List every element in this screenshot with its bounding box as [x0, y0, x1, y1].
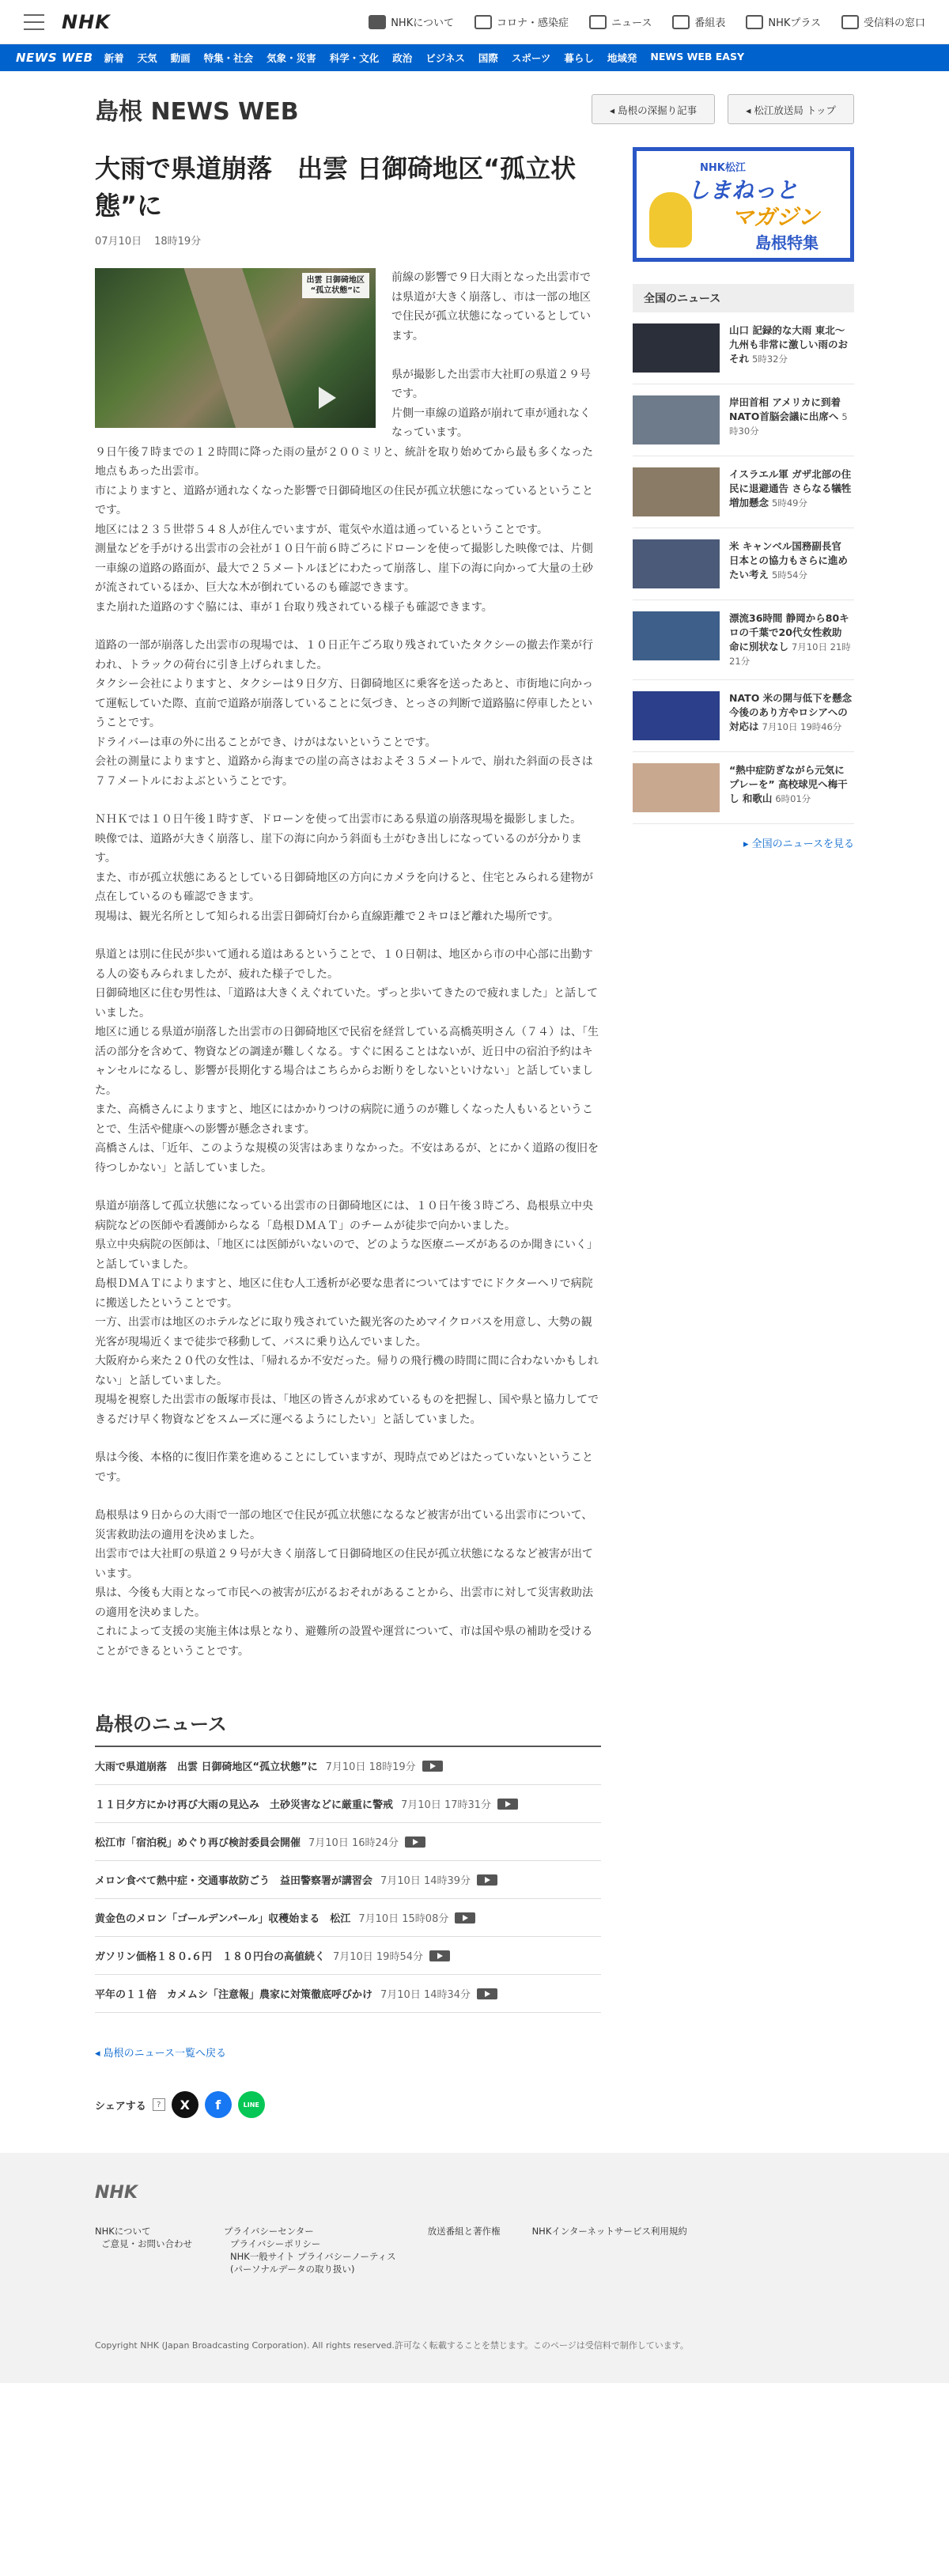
- top-links: [369, 14, 925, 29]
- nav-item[interactable]: 科学・文化: [329, 52, 380, 64]
- news-thumbnail: [633, 467, 720, 516]
- shimanet-magazine-banner[interactable]: [633, 147, 854, 262]
- body-paragraph: 県は今後、本格的に復旧作業を進めることにしていますが、現時点でめどはたっていないということです。: [95, 1451, 593, 1484]
- top-link-label: NHKプラス: [768, 17, 821, 29]
- deep-dive-button[interactable]: ◂ 島根の深掘り記事: [592, 94, 715, 124]
- side-news-title: “熱中症防ぎながら元気にプレーを” 高校球児へ梅干し 和歌山: [729, 764, 848, 804]
- footer-link[interactable]: 放送番組と著作権: [427, 2226, 501, 2237]
- nav-item[interactable]: NEWS WEB EASY: [650, 51, 745, 62]
- news-nav-bar: [0, 44, 949, 71]
- top-link-plus[interactable]: [746, 14, 821, 29]
- top-link-label: ニュース: [611, 17, 652, 29]
- nhk-plus-icon: [746, 15, 763, 29]
- video-badge-icon: [429, 1950, 450, 1961]
- video-player[interactable]: [95, 268, 376, 428]
- top-link-program[interactable]: [672, 14, 725, 29]
- article-body: [95, 443, 601, 1662]
- footer-logo[interactable]: NHK: [95, 2183, 138, 2203]
- footer-link[interactable]: プライバシーポリシー: [230, 2238, 321, 2249]
- article-title: 大雨で県道崩落 出雲 日御碕地区“孤立状態”に: [95, 153, 577, 221]
- body-paragraph: 県道が崩落して孤立状態になっている出雲市の日御碕地区には、１０日午後３時ごろ、島根県立中央病院などの医師や看護師からなる「島根ＤＭＡＴ」のチームが徒歩で向かいました。 県立中央病院の医師は、「地区には医師がいないので、どのような医療ニーズがあるのか聞きにいく」と話していました。 島根ＤＭＡＴによりますと、地区に住む人工透析が必要な患者についてはすでにドクターヘリで病院に搬送したということです。 一方、出雲市は地区のホテルなどに取り残されていた観光客のためマイクロバスを用意し、大勢の観光客が現場近くまで徒歩で移動して、バスに乗り込んでいました。 大阪府から来た２０代の女性は、「帰れるか不安だった。帰りの飛行機の時間に間に合わないかもしれない」と話していました。 現場を視察した出雲市の飯塚市長は、「地区の皆さんが求めているものを把握し、国や県と協力してできるだけ早く物資などをスムーズに運べるようにしたい」と話していました。: [95, 1200, 599, 1426]
- news-item-title: ガソリン価格１８０.６円 １８０円台の高値続く: [95, 1951, 325, 1963]
- side-news-date: 7月10日 19時46分: [762, 721, 842, 732]
- lead-text: 前線の影響で９日大雨となった出雲市では県道が大きく崩落し、市は一部の地区で住民が孤立状態になっているとしています。 県が撮影した出雲市大社町の県道２９号です。 片側一車線の道路が崩れて車が通れなくなっています。: [391, 271, 591, 439]
- article-lead: [95, 268, 601, 443]
- nav-item[interactable]: 政治: [392, 52, 413, 64]
- program-guide-icon: [672, 15, 690, 29]
- more-national-news-link[interactable]: ▸ 全国のニュースを見る: [743, 838, 854, 850]
- nav-items: [104, 51, 744, 65]
- video-badge-icon: [497, 1799, 518, 1810]
- news-item-title: 黄金色のメロン「ゴールデンパール」収穫始まる 松江: [95, 1913, 351, 1925]
- news-thumbnail: [633, 323, 720, 373]
- top-link-covid[interactable]: [475, 14, 569, 29]
- nav-item[interactable]: 新着: [104, 52, 124, 64]
- nav-item[interactable]: スポーツ: [511, 52, 551, 64]
- share-label: シェアする: [95, 2100, 146, 2113]
- banner-text: しまねっと: [687, 177, 799, 203]
- footer-link[interactable]: ご意見・お問い合わせ: [101, 2238, 192, 2249]
- news-list-item[interactable]: [95, 1747, 601, 1785]
- x-share-icon[interactable]: X: [172, 2091, 198, 2118]
- news-list-item[interactable]: [95, 1899, 601, 1937]
- nav-item[interactable]: 特集・社会: [203, 52, 254, 64]
- side-news-item[interactable]: [633, 752, 854, 824]
- nav-item[interactable]: 暮らし: [564, 52, 594, 64]
- banner-text: マガジン: [732, 204, 820, 230]
- body-paragraph: 道路の一部が崩落した出雲市の現場では、１０日正午ごろ取り残されていたタクシーの撤去作業が行われ、トラックの荷台に引き上げられました。 タクシー会社によりますと、タクシーは９日夕方、日御碕地区に乗客を送ったあと、市街地に向かって運転していた際、直前で道路が崩落していることに気づき、とっさの判断で道路脇に停車したということです。 ドライバーは車の外に出ることができ、けがはないということです。 会社の測量によりますと、道路から海までの崖の高さはおよそ３５メートルで、崩れた斜面の長さは７７メートルにおよぶということです。: [95, 639, 593, 788]
- top-link-label: 番組表: [694, 17, 726, 29]
- help-icon[interactable]: ?: [153, 2098, 165, 2111]
- top-link-news[interactable]: [589, 14, 652, 29]
- header-buttons: [592, 94, 854, 124]
- nav-item[interactable]: 地域発: [607, 52, 637, 64]
- top-header: [0, 0, 949, 44]
- news-item-title: 平年の１１倍 カメムシ「注意報」農家に対策徹底呼びかけ: [95, 1989, 373, 2001]
- news-thumbnail: [633, 611, 720, 660]
- mascot-image: [649, 192, 692, 248]
- site-title[interactable]: 島根 NEWS WEB: [95, 98, 299, 126]
- body-paragraph: ＮＨＫでは１０日午後１時すぎ、ドローンを使って出雲市にある県道の崩落現場を撮影しました。 映像では、道路が大きく崩落し、崖下の海に向かう斜面も土がむき出しになっているのが分かります。 また、市が孤立状態にあるとしている日御碕地区の方向にカメラを向けると、住宅とみられる建物が点在しているのも確認できます。 現場は、観光名所として知られる出雲日御碕灯台から直線距離で２キロほど離れた場所です。: [95, 813, 593, 923]
- nav-item[interactable]: ビジネス: [425, 52, 465, 64]
- article-column: [95, 147, 601, 2118]
- news-item-date: 7月10日 14時39分: [380, 1875, 471, 1887]
- banner-text: NHK松江: [700, 162, 746, 174]
- news-list-item[interactable]: [95, 1861, 601, 1899]
- play-icon[interactable]: [319, 387, 336, 409]
- news-list-item[interactable]: [95, 1785, 601, 1823]
- news-icon: [589, 15, 607, 29]
- nhk-logo-icon: [369, 15, 386, 29]
- time-text: 18時19分: [154, 236, 202, 248]
- share-bar: [95, 2091, 601, 2118]
- side-news-item[interactable]: [633, 600, 854, 680]
- side-news-title: NATO 米の開与低下を懸念 今後のあり方やロシアへの対応は: [729, 692, 853, 732]
- news-item-date: 7月10日 16時24分: [308, 1837, 399, 1849]
- news-item-date: 7月10日 14時34分: [380, 1989, 471, 2001]
- nhk-logo[interactable]: NHK: [62, 10, 111, 33]
- nav-item[interactable]: 動画: [170, 52, 191, 64]
- copyright: Copyright NHK (Japan Broadcasting Corporation). All rights reserved.許可なく転載することを禁じます。このページは受信料で制作しています。: [95, 2340, 689, 2351]
- side-news-title: 岸田首相 アメリカに到着 NATO首脳会議に出席へ: [729, 396, 841, 422]
- side-news-date: 5時54分: [772, 569, 807, 581]
- footer-link[interactable]: NHK一般サイト プライバシーノーティス: [230, 2251, 396, 2262]
- shimane-news-section: [95, 1708, 601, 2013]
- news-web-logo[interactable]: NEWS WEB: [16, 51, 93, 65]
- menu-icon[interactable]: [24, 14, 44, 30]
- top-link-label: 受信料の窓口: [863, 17, 925, 29]
- side-news-title: 米 キャンベル国務副長官 日本との協力もさらに進めたい考え: [729, 540, 849, 581]
- station-top-button[interactable]: ◂ 松江放送局 トップ: [728, 94, 854, 124]
- video-badge-icon: [422, 1761, 443, 1772]
- news-thumbnail: [633, 691, 720, 740]
- line-share-icon[interactable]: LINE: [238, 2091, 265, 2118]
- side-news-date: 5時32分: [752, 354, 788, 365]
- side-news-date: 5時30分: [729, 411, 848, 437]
- news-item-title: 大雨で県道崩落 出雲 日御碕地区“孤立状態”に: [95, 1761, 318, 1773]
- top-link-label: コロナ・感染症: [496, 17, 569, 29]
- video-badge-icon: [477, 1874, 497, 1886]
- footer-links: [95, 2225, 854, 2275]
- side-news-title: 漂流36時間 静岡から80キロの千葉で20代女性救助 命に別状なし: [729, 612, 849, 653]
- footer-link[interactable]: NHKについて: [95, 2226, 151, 2237]
- date-text: 07月10日: [95, 236, 142, 248]
- news-item-title: 松江市「宿泊税」めぐり再び検討委員会開催: [95, 1837, 301, 1849]
- side-news-item[interactable]: [633, 384, 854, 456]
- news-item-date: 7月10日 18時19分: [325, 1761, 416, 1773]
- page-footer: [0, 2153, 949, 2383]
- side-news-item[interactable]: [633, 680, 854, 752]
- sidebar: [633, 147, 854, 2118]
- covid-icon: [475, 15, 492, 29]
- section-heading: 島根のニュース: [95, 1708, 601, 1747]
- page-header: [95, 71, 854, 147]
- news-thumbnail: [633, 395, 720, 444]
- back-to-list-link[interactable]: ◂ 島根のニュース一覧へ戻る: [95, 2048, 227, 2060]
- news-item-date: 7月10日 17時31分: [401, 1799, 492, 1811]
- footer-link[interactable]: プライバシーセンター: [224, 2226, 314, 2237]
- footer-link[interactable]: NHKインターネットサービス利用規約: [531, 2226, 687, 2237]
- news-item-date: 7月10日 19時54分: [332, 1951, 423, 1963]
- sidebar-heading: 全国のニュース: [633, 284, 854, 312]
- banner-text: 島根特集: [755, 233, 819, 252]
- side-news-item[interactable]: [633, 456, 854, 528]
- video-badge-icon: [455, 1912, 475, 1923]
- top-link-about[interactable]: [369, 14, 454, 29]
- news-item-title: メロン食べて熱中症・交通事故防ごう 益田警察署が講習会: [95, 1875, 373, 1887]
- nav-item[interactable]: 天気: [137, 52, 157, 64]
- news-list-item[interactable]: [95, 1975, 601, 2013]
- national-news: [633, 284, 854, 850]
- receipt-fee-icon: [841, 15, 859, 29]
- video-badge-icon: [405, 1836, 425, 1848]
- side-news-item[interactable]: [633, 312, 854, 384]
- news-thumbnail: [633, 763, 720, 812]
- side-news-title: イスラエル軍 ガザ北部の住民に退避通告 さらなる犠牲増加懸念: [729, 468, 852, 509]
- side-news-date: 6時01分: [775, 793, 811, 804]
- news-list-item[interactable]: [95, 1937, 601, 1975]
- news-item-date: 7月10日 15時08分: [358, 1913, 449, 1925]
- body-paragraph: 県道とは別に住民が歩いて通れる道はあるということで、１０日朝は、地区から市の中心部に出勤する人の姿もみられましたが、疲れた様子でした。 日御碕地区に住む男性は、「道路は大きくえぐれていた。ずっと歩いてきたので疲れました」と話していました。 地区に通じる県道が崩落した出雲市の日御碕地区で民宿を経営している高橋英明さん（７４）は、「生活の部分を含めて、物資などの調達が難しくなる。すぐに困ることはないが、近日中の宿泊予約はキャンセルになるし、影響が長期化する場合はこちらからお断りをしないといけない」と話していました。 また、高橋さんによりますと、地区にはかかりつけの病院に通うのが難しくなった人もいるということで、生活や健康への影響が懸念されます。 高橋さんは、「近年、このような規模の災害はあまりなかった。不安はあるが、とにかく道路の復旧を待つしかない」と話していました。: [95, 948, 599, 1175]
- side-news-title: 山口 記録的な大雨 東北〜九州も非常に激しい雨のおそれ: [729, 324, 849, 365]
- news-item-title: １１日夕方にかけ再び大雨の見込み 土砂災害などに厳重に警戒: [95, 1799, 394, 1811]
- facebook-share-icon[interactable]: f: [205, 2091, 232, 2118]
- video-badge-icon: [477, 1988, 497, 1999]
- article-date: [95, 233, 601, 248]
- body-paragraph: 島根県は９日からの大雨で一部の地区で住民が孤立状態になるなど被害が出ている出雲市について、災害救助法の適用を決めました。 出雲市では大社町の県道２９号が大きく崩落して日御碕地区の住民が孤立状態になるなど被害が出ています。 県は、今後も大雨となって市民への被害が広がるおそれがあることから、出雲市に対して災害救助法の適用を決めました。 これによって支援の実施主体は県となり、避難所の設置や運営について、市は国や県の補助を受けることができるということです。: [95, 1509, 593, 1658]
- news-thumbnail: [633, 539, 720, 588]
- side-news-date: 7月10日 21時21分: [729, 641, 851, 667]
- news-list-item[interactable]: [95, 1823, 601, 1861]
- side-news-date: 5時49分: [772, 497, 807, 509]
- side-news-item[interactable]: [633, 528, 854, 600]
- footer-link[interactable]: (パーソナルデータの取り扱い): [230, 2264, 355, 2275]
- body-paragraph: ９日午後７時までの１２時間に降った雨の量が２００ミリと、統計を取り始めてから最も多くなった地点もあった出雲市。 市によりますと、道路が通れなくなった影響で日御碕地区の住民が孤立状態になっているということです。 地区には２３５世帯５４８人が住んでいますが、電気や水道は通っているということです。 測量などを手がける出雲市の会社が１０日午前６時ごろにドローンを使って撮影した映像では、片側一車線の道路の路面が、最大で２５メートルほどにわたって崩落し、崖下の海に向かって大量の土砂が流されているほか、巨大な木が倒れているのも確認できます。 また崩れた道路のすぐ脇には、車が１台取り残されている様子も確認できます。: [95, 445, 593, 614]
- top-link-fee[interactable]: [841, 14, 925, 29]
- nav-item[interactable]: 国際: [478, 52, 498, 64]
- video-caption: 出雲 日御碕地区 “孤立状態”に: [302, 273, 369, 298]
- top-link-label: NHKについて: [391, 17, 454, 29]
- nav-item[interactable]: 気象・災害: [267, 52, 316, 64]
